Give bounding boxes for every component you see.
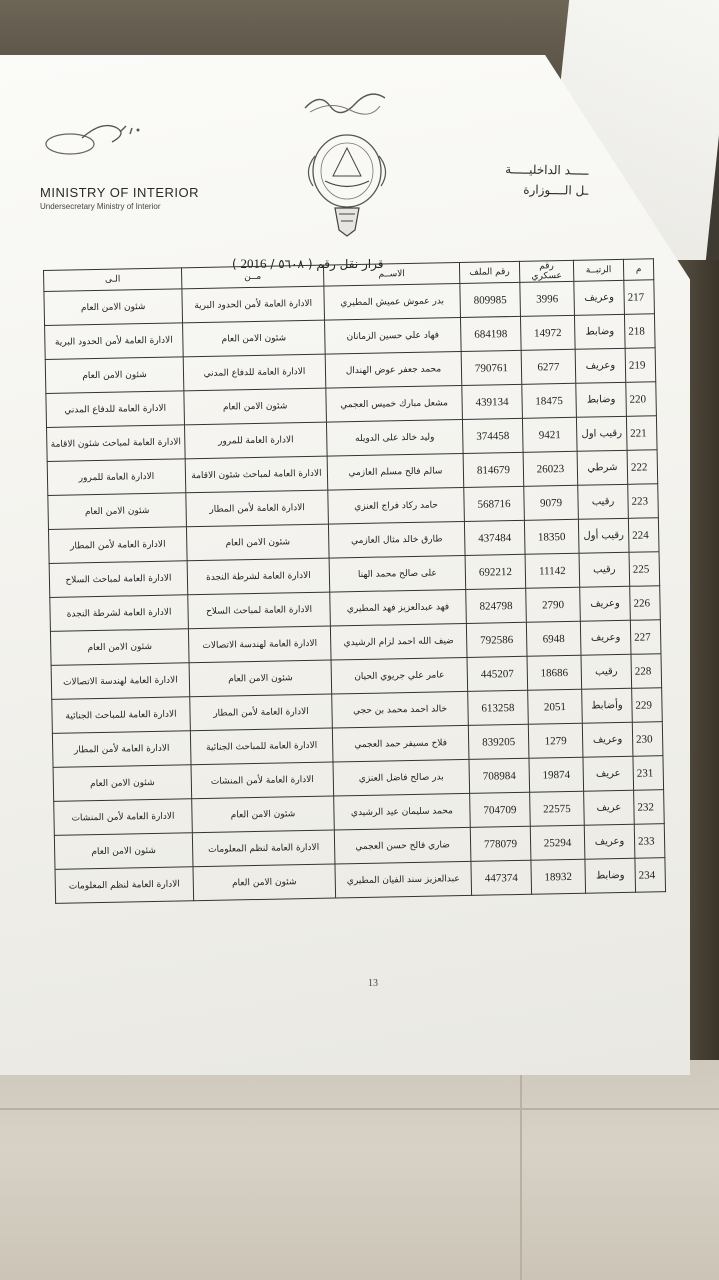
cell-to: الادارة العامة لمباحث السلاح — [49, 561, 188, 598]
cell-military-number: 19874 — [529, 757, 584, 792]
cell-from: شئون الامن العام — [189, 660, 332, 697]
cell-file-number: 568716 — [464, 486, 525, 521]
cell-rank: وعريف — [580, 620, 631, 655]
cell-file-number: 437484 — [464, 520, 525, 555]
cell-name: على صالح محمد الهنا — [329, 555, 466, 592]
cell-file-number: 708984 — [469, 758, 530, 793]
header-file-number: رقم الملف — [459, 261, 519, 283]
cell-seq: 218 — [624, 314, 655, 349]
header-name: الاســم — [323, 263, 459, 287]
cell-rank: رقيب — [581, 654, 632, 689]
cell-rank: وضابط — [574, 314, 625, 349]
cell-file-number: 374458 — [462, 418, 523, 453]
cell-rank: رقيب — [578, 484, 629, 519]
cell-to: شئون الامن العام — [45, 357, 184, 394]
cell-to: الادارة العامة لهندسة الاتصالات — [51, 663, 190, 700]
transfer-table — [43, 258, 666, 904]
undersecretary-arabic-line: ـل الــــوزارة — [523, 182, 589, 198]
cell-name: فهد عبدالعزيز فهد المطيري — [330, 589, 467, 626]
header-military-number: رقم عسكري — [519, 260, 573, 282]
cell-from: الادارة العامة للدفاع المدني — [183, 354, 326, 391]
cell-from: الادارة العامة لشرطة النجدة — [187, 558, 330, 595]
cell-military-number: 18932 — [531, 859, 586, 894]
cell-name: محمد جعفر عوض الهندال — [325, 351, 462, 388]
cell-seq: 229 — [632, 688, 663, 723]
cell-military-number: 1279 — [528, 723, 583, 758]
cell-from: شئون الامن العام — [193, 864, 336, 901]
cell-rank: وضابط — [576, 382, 627, 417]
cell-military-number: 25294 — [530, 825, 585, 860]
cell-rank: وعريف — [580, 586, 631, 621]
cell-file-number: 613258 — [468, 690, 529, 725]
cell-to: شئون الامن العام — [48, 493, 187, 530]
cell-seq: 222 — [627, 450, 658, 485]
cell-rank: عريف — [584, 790, 635, 825]
cell-file-number: 839205 — [468, 724, 529, 759]
decision-number: ٥٦٠٨ — [278, 257, 304, 271]
cell-name: وليد خالد على الدويله — [326, 419, 463, 456]
cell-from: شئون الامن العام — [183, 320, 326, 357]
cell-rank: وعريف — [582, 722, 633, 757]
table-body — [44, 280, 666, 904]
cell-military-number: 2051 — [528, 689, 583, 724]
cell-name: فلاح مسيفر حمد العجمي — [332, 725, 469, 762]
cell-seq: 225 — [629, 552, 660, 587]
cell-rank: عريف — [583, 756, 634, 791]
ministry-header-arabic — [505, 159, 589, 200]
undersecretary-line: Undersecretary Ministry of Interior — [40, 202, 161, 211]
kuwait-emblem-icon — [295, 126, 400, 238]
cell-from: الادارة العامة لأمن المطار — [190, 694, 333, 731]
cell-seq: 228 — [631, 654, 662, 689]
cell-name: بدر عموش عميش المطيري — [324, 284, 461, 321]
ministry-name: MINISTRY OF INTERIOR — [40, 185, 200, 200]
cell-to: شئون الامن العام — [54, 833, 193, 870]
cell-name: ضاري فالح حسن العجمي — [334, 827, 471, 864]
header-to: الـى — [44, 268, 182, 292]
cell-military-number: 26023 — [523, 451, 578, 486]
cell-seq: 231 — [633, 756, 664, 791]
cell-military-number: 14972 — [520, 315, 575, 350]
cell-to: الادارة العامة للدفاع المدني — [46, 391, 185, 428]
signature-stamp-icon — [42, 118, 152, 163]
cell-from: الادارة العامة للمباحث الجنائية — [190, 728, 333, 765]
decision-year: 2016 — [240, 256, 267, 271]
decision-label: قرار نقل رقم ( — [307, 257, 384, 271]
cell-file-number: 447374 — [471, 860, 532, 895]
cell-name: سالم فالح مسلم العازمي — [327, 453, 464, 490]
cell-rank: رقيب اول — [576, 416, 627, 451]
cell-to: الادارة العامة للمباحث الجنائية — [52, 697, 191, 734]
cell-military-number: 9421 — [522, 417, 577, 452]
cell-from: شئون الامن العام — [192, 796, 335, 833]
cell-seq: 227 — [630, 620, 661, 655]
ministry-arabic-line: ـــــد الداخليـــــة — [505, 162, 589, 178]
cell-seq: 233 — [634, 824, 665, 859]
cell-file-number: 445207 — [467, 656, 528, 691]
cell-name: طارق خالد مثال العازمي — [328, 521, 465, 558]
cell-file-number: 809985 — [460, 282, 521, 317]
cell-rank: وعريف — [574, 280, 625, 315]
cell-from: الادارة العامة لهندسة الاتصالات — [188, 626, 331, 663]
cell-seq: 217 — [624, 280, 655, 315]
cell-file-number: 824798 — [466, 588, 527, 623]
cell-file-number: 692212 — [465, 554, 526, 589]
transfer-table-wrapper — [43, 258, 666, 960]
cell-from: شئون الامن العام — [186, 524, 329, 561]
cell-file-number: 704709 — [470, 792, 531, 827]
cell-military-number: 18350 — [524, 519, 579, 554]
cell-rank: وأضابط — [582, 688, 633, 723]
cell-from: الادارة العامة لأمن المنشات — [191, 762, 334, 799]
cell-file-number: 814679 — [463, 452, 524, 487]
cell-to: الادارة العامة لنظم المعلومات — [55, 867, 194, 904]
cell-seq: 223 — [628, 484, 659, 519]
cell-to: الادارة العامة لأمن المطار — [48, 527, 187, 564]
cell-to: شئون الامن العام — [44, 289, 183, 326]
cell-to: الادارة العامة لشرطة النجدة — [50, 595, 189, 632]
cell-name: خالد احمد محمد بن حجي — [332, 691, 469, 728]
header-rank: الرتبــة — [573, 259, 623, 281]
cell-rank: وعريف — [584, 824, 635, 859]
cell-military-number: 22575 — [530, 791, 585, 826]
header-from: مــن — [181, 265, 323, 289]
cell-rank: وضابط — [585, 858, 636, 893]
cell-seq: 226 — [630, 586, 661, 621]
cell-to: الادارة العامة لأمن الحدود البرية — [45, 323, 184, 360]
cell-rank: شرطي — [577, 450, 628, 485]
page-number: 13 — [368, 978, 378, 989]
cell-seq: 234 — [635, 858, 666, 893]
cell-name: عبدالعزيز سند الفيان المطيري — [335, 861, 472, 898]
cell-name: بدر صالح فاضل العنزي — [333, 759, 470, 796]
cell-military-number: 2790 — [526, 587, 581, 622]
cell-name: حامد ركاد فراج العنزي — [328, 487, 465, 524]
cell-to: شئون الامن العام — [50, 629, 189, 666]
cell-seq: 219 — [625, 348, 656, 383]
cell-military-number: 18475 — [522, 383, 577, 418]
floor-tile-line — [520, 1060, 522, 1280]
decision-separator: / — [270, 257, 275, 271]
cell-seq: 224 — [628, 518, 659, 553]
cell-seq: 232 — [634, 790, 665, 825]
cell-name: ضيف الله احمد لزام الرشيدي — [330, 623, 467, 660]
cell-file-number: 684198 — [460, 316, 521, 351]
cell-name: مشعل مبارك خميس العجمي — [326, 385, 463, 422]
decision-close: ) — [232, 257, 237, 271]
cell-rank: رقيب — [579, 552, 630, 587]
cell-military-number: 11142 — [525, 553, 580, 588]
cell-military-number: 3996 — [520, 281, 575, 316]
cell-from: شئون الامن العام — [184, 388, 327, 425]
cell-to: الادارة العامة لأمن المنشات — [54, 799, 193, 836]
cell-file-number: 439134 — [462, 384, 523, 419]
cell-name: فهاد علي حسين الزمانان — [325, 317, 462, 354]
cell-to: الادارة العامة لمباحث شئون الاقامة — [47, 425, 186, 462]
cell-file-number: 790761 — [461, 350, 522, 385]
ministry-header-english — [40, 185, 199, 211]
background-floor — [0, 1060, 719, 1280]
cell-from: الادارة العامة لمباحث شئون الاقامة — [185, 456, 328, 493]
cell-seq: 221 — [626, 416, 657, 451]
cell-to: شئون الامن العام — [53, 765, 192, 802]
cell-from: الادارة العامة لأمن الحدود البرية — [182, 286, 325, 323]
cell-rank: رقيب أول — [578, 518, 629, 553]
cell-military-number: 9079 — [524, 485, 579, 520]
cell-military-number: 6277 — [521, 349, 576, 384]
cell-from: الادارة العامة لنظم المعلومات — [192, 830, 335, 867]
cell-file-number: 792586 — [466, 622, 527, 657]
cell-name: محمد سليمان عيد الرشيدي — [334, 793, 471, 830]
cell-to: الادارة العامة لأمن المطار — [52, 731, 191, 768]
cell-military-number: 18686 — [527, 655, 582, 690]
cell-seq: 230 — [632, 722, 663, 757]
cell-to: الادارة العامة للمرور — [47, 459, 186, 496]
cell-file-number: 778079 — [470, 826, 531, 861]
basmala-calligraphy-icon — [300, 86, 390, 116]
cell-rank: وعريف — [575, 348, 626, 383]
floor-tile-line — [0, 1108, 719, 1110]
cell-name: عامر علي جريوي الحيان — [331, 657, 468, 694]
cell-from: الادارة العامة لمباحث السلاح — [188, 592, 331, 629]
header-seq: م — [623, 259, 653, 281]
cell-from: الادارة العامة لأمن المطار — [186, 490, 329, 527]
cell-from: الادارة العامة للمرور — [184, 422, 327, 459]
cell-seq: 220 — [626, 382, 657, 417]
cell-military-number: 6948 — [526, 621, 581, 656]
